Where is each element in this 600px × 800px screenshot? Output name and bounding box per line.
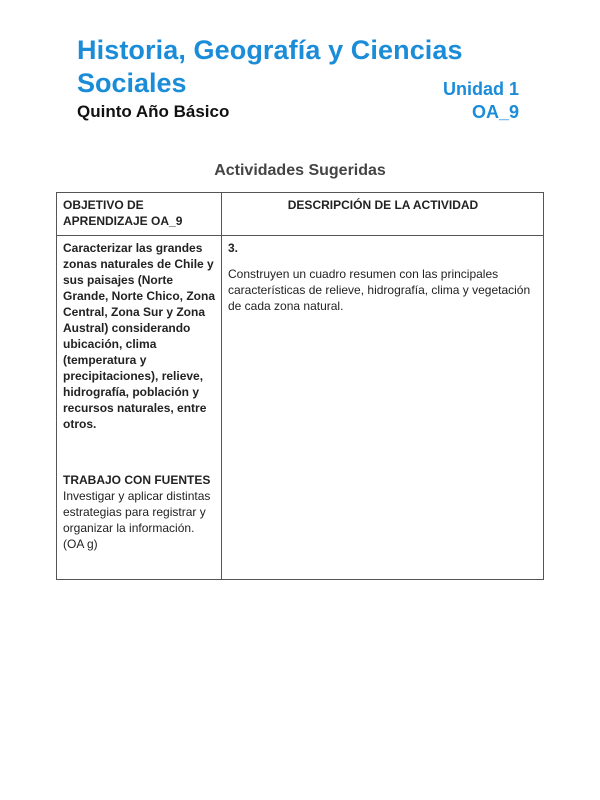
skill-text: Investigar y aplicar distintas estrategias para registrar y organizar la información. [63, 489, 211, 535]
grade-subtitle: Quinto Año Básico [77, 102, 230, 121]
section-heading: Actividades Sugeridas [214, 162, 386, 179]
unit-label: Unidad 1 [442, 79, 519, 99]
objective-code-label: OA_9 [471, 102, 519, 122]
table-header-row [57, 193, 544, 236]
document-title-line2: Sociales [77, 68, 187, 98]
description-column-header: DESCRIPCIÓN DE LA ACTIVIDAD [222, 193, 544, 236]
objective-cell [57, 236, 222, 580]
skill-title: TRABAJO CON FUENTES [63, 473, 211, 487]
cell-spacer [63, 432, 216, 472]
table-row [57, 236, 544, 580]
skill-code: (OA g) [63, 537, 98, 551]
activity-number: 3. [228, 241, 239, 255]
objective-text: Caracterizar las grandes zonas naturales de Chile y sus paisajes (Norte Grande, Norte Chico, Zona Central, Zona Sur y Zona Austral) considerando ubicación, clima (temperatura y precipitaciones), relieve, hidrografía, población y recursos naturales, entre otros. [63, 241, 216, 431]
activity-description: Construyen un cuadro resumen con las principales características de relieve, hidrografía, clima y vegetación de cada zona natural. [228, 267, 531, 313]
activity-cell [222, 236, 544, 580]
document-title-line1: Historia, Geografía y Ciencias [77, 35, 463, 65]
activity-table [56, 192, 544, 580]
objective-column-header: OBJETIVO DE APRENDIZAJE OA_9 [57, 193, 222, 236]
